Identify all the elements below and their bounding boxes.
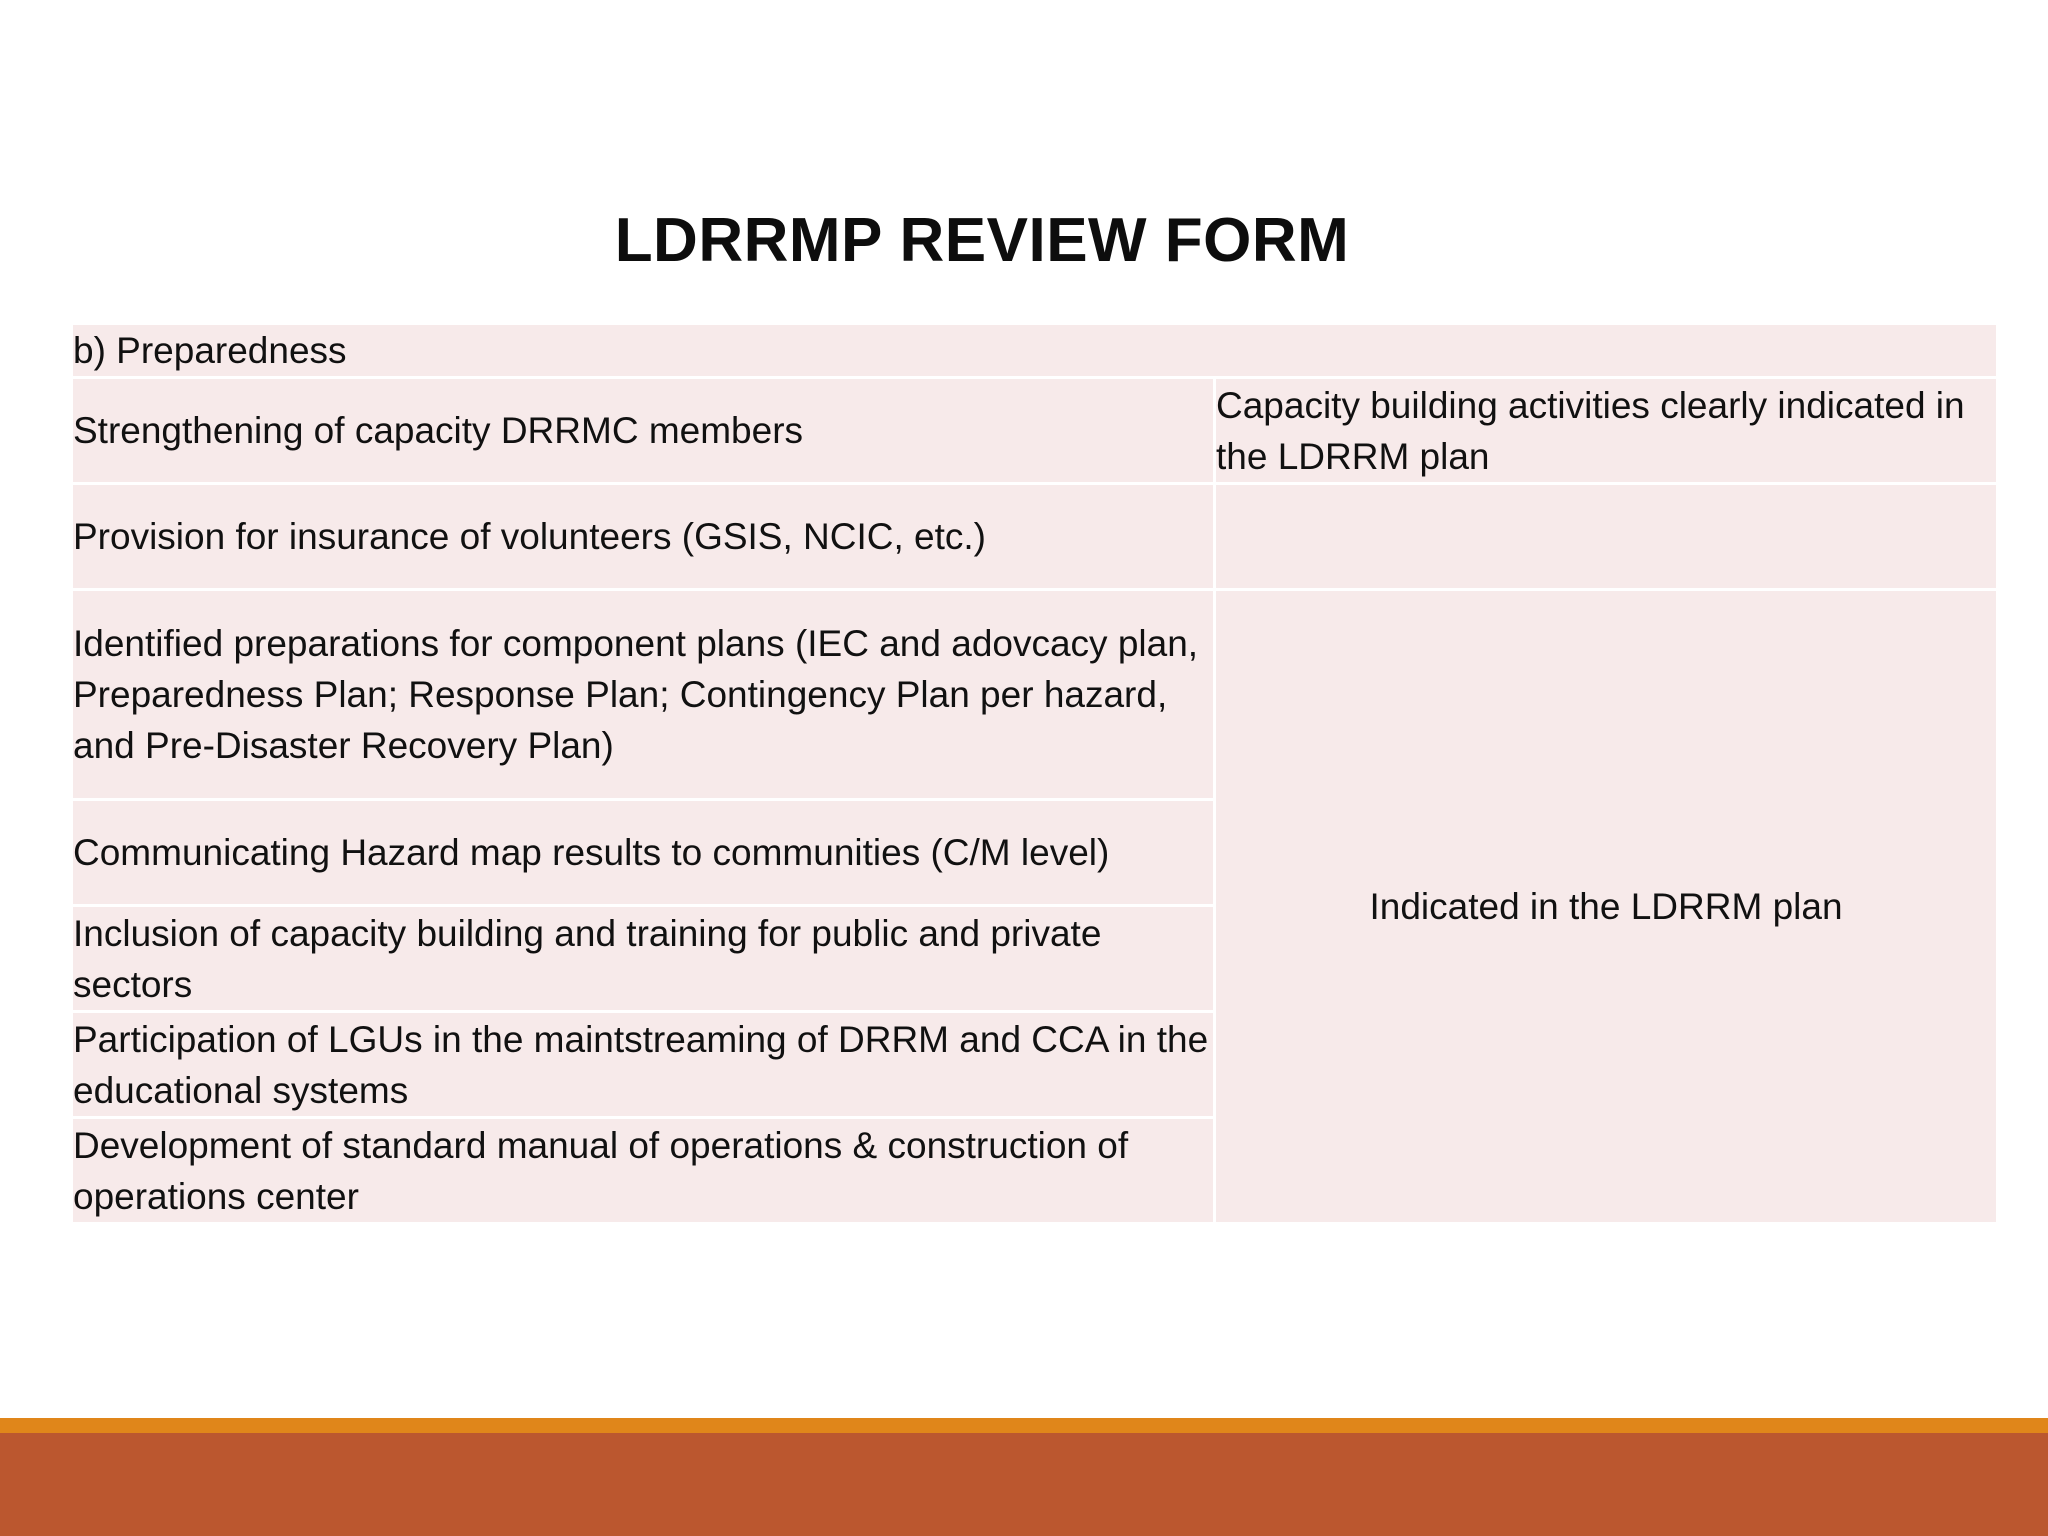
item-cell: Inclusion of capacity building and training for public and private sectors <box>72 906 1215 1012</box>
page-title: LDRRMP REVIEW FORM <box>614 206 1350 275</box>
item-cell: Identified preparations for component plans (IEC and adovcacy plan, Preparedness Plan; Response Plan; Contingency Plan per hazard, and Pre-Disaster Recovery Plan) <box>72 590 1215 800</box>
review-table <box>70 322 1999 1225</box>
item-cell: Provision for insurance of volunteers (GSIS, NCIC, etc.) <box>72 484 1215 590</box>
item-cell: Strengthening of capacity DRRMC members <box>72 378 1215 484</box>
table-row <box>72 378 1998 484</box>
criteria-cell-empty <box>1215 484 1998 590</box>
footer-band <box>0 1433 2048 1536</box>
criteria-cell-merged: Indicated in the LDRRM plan <box>1215 590 1998 1224</box>
item-cell: Communicating Hazard map results to communities (C/M level) <box>72 800 1215 906</box>
item-cell: Participation of LGUs in the maintstreaming of DRRM and CCA in the educational systems <box>72 1012 1215 1118</box>
table-section-row <box>72 324 1998 378</box>
criteria-cell: Capacity building activities clearly indicated in the LDRRM plan <box>1215 378 1998 484</box>
section-header: b) Preparedness <box>72 324 1998 378</box>
table-row <box>72 484 1998 590</box>
footer-accent-stripe <box>0 1418 2048 1433</box>
table-row <box>72 590 1998 800</box>
item-cell: Development of standard manual of operations & construction of operations center <box>72 1118 1215 1224</box>
